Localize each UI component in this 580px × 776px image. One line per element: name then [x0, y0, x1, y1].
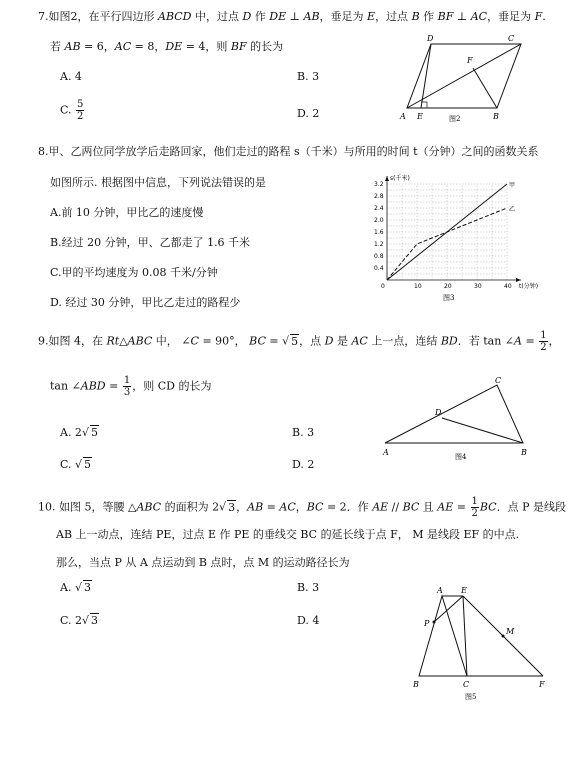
segment-bf	[473, 68, 497, 108]
series-label: 乙	[509, 206, 516, 213]
q10-figure	[405, 582, 555, 702]
q9-option-a[interactable]: A. 2√ 5	[60, 426, 98, 439]
x-axis-label: t(分钟)	[519, 283, 539, 290]
chart-axes	[385, 176, 521, 282]
y-tick-label: 2.8	[374, 193, 384, 200]
q8-option-c[interactable]: C.甲的平均速度为 0.08 千米/分钟	[50, 266, 218, 279]
x-axis-arrow	[516, 278, 521, 282]
q10-line-3: 那么，当点 P 从 A 点运动到 B 点时，点 M 的运动路径长为	[56, 556, 350, 569]
q9-stem: 9.如图 4，在 Rt△ABC 中， ∠C = 90°， BC = √ 5，点 D 是 AC 上一点，连结 BD．若 tan ∠A = $\frac{1}{2}$ ，	[38, 330, 560, 353]
y-axis-label: s(千米)	[390, 175, 410, 182]
y-tick-label: 3.2	[374, 181, 384, 188]
q10-option-c[interactable]: C. 2√ 3	[60, 614, 99, 627]
label-d: D	[435, 408, 442, 417]
q8-stem: 8.甲、乙两位同学放学后走路回家，他们走过的路程 s（千米）与所用的时间 t（分钟）之间的函数关系	[38, 145, 539, 158]
q10-stem: 10. 如图 5，等腰 △ABC 的面积为 2√ 3，AB = AC，BC = 2．作 AE // BC 且 AE = $\frac{1}{2}$ BC．点 P 是线段	[38, 496, 566, 519]
label-p: P	[424, 619, 430, 628]
triangle-abc	[419, 596, 467, 676]
q7-option-d[interactable]: D. 2	[297, 107, 320, 120]
label-c: C	[495, 376, 502, 385]
q9-option-c[interactable]: C. √ 5	[60, 458, 92, 471]
label-a: A	[437, 586, 443, 595]
q9-option-d[interactable]: D. 2	[292, 458, 315, 471]
q7-stem: 7.如图2，在平行四边形 ABCD 中，过点 D 作 DE ⊥ AB，垂足为 E，过点 B 作 BF ⊥ AC，垂足为 F.	[38, 10, 546, 23]
point-m	[502, 635, 505, 638]
q7-figure	[395, 30, 525, 130]
q8-option-a[interactable]: A.前 10 分钟，甲比乙的速度慢	[50, 206, 204, 219]
figure-caption: 图4	[455, 453, 467, 461]
q8-option-b[interactable]: B.经过 20 分钟，甲、乙都走了 1.6 千米	[50, 236, 251, 249]
q10-option-d[interactable]: D. 4	[297, 614, 320, 627]
label-f: F	[539, 680, 545, 689]
label-e: E	[417, 112, 423, 121]
diagonal-ac	[407, 44, 521, 108]
chart-caption: 图3	[443, 294, 455, 302]
q7-option-a[interactable]: A. 4	[60, 70, 82, 83]
figure-caption: 图2	[449, 115, 461, 123]
q9-figure	[375, 375, 535, 465]
label-b: B	[413, 680, 419, 689]
label-f: F	[467, 56, 473, 65]
triangle-abc	[385, 385, 523, 443]
y-tick-label: 2.0	[374, 217, 384, 224]
q10-option-a[interactable]: A. √ 3	[60, 581, 91, 594]
y-axis-arrow	[385, 176, 389, 181]
x-tick-label: 0	[381, 283, 385, 290]
q7-option-b[interactable]: B. 3	[297, 70, 320, 83]
q7-conditions: 若 AB = 6，AC = 8，DE = 4，则 BF 的长为	[50, 40, 284, 53]
q8-option-d[interactable]: D. 经过 30 分钟，甲比乙走过的路程少	[50, 296, 241, 309]
x-tick-label: 10	[414, 283, 422, 290]
y-tick-label: 1.6	[374, 229, 384, 236]
segment-bd	[442, 418, 523, 443]
x-tick-label: 20	[444, 283, 452, 290]
q9-condition: tan ∠ABD = $\frac{1}{3}$ ，则 CD 的长为	[50, 375, 212, 398]
q9-option-b[interactable]: B. 3	[292, 426, 315, 439]
y-tick-label: 2.4	[374, 205, 384, 212]
point-p	[433, 621, 436, 624]
label-e: E	[461, 586, 467, 595]
label-c: C	[463, 680, 470, 689]
q7-option-c[interactable]: C. $\frac{5}{2}$	[60, 99, 84, 122]
distance-time-chart	[365, 168, 550, 303]
figure-caption: 图5	[465, 693, 477, 701]
label-b: B	[493, 112, 499, 121]
q8-stem-2: 如图所示. 根据图中信息，下列说法错误的是	[50, 176, 266, 189]
x-tick-label: 30	[474, 283, 482, 290]
y-tick-label: 1.2	[374, 241, 384, 248]
q10-line-2: AB 上一动点，连结 PE，过点 E 作 PE 的垂线交 BC 的延长线于点 F， M 是线段 EF 的中点.	[56, 528, 520, 541]
label-d: D	[427, 34, 434, 43]
series-label: 甲	[509, 182, 516, 189]
label-b: B	[521, 448, 527, 457]
segment-de	[421, 44, 431, 108]
y-tick-label: 0.4	[374, 265, 384, 272]
label-a: A	[383, 448, 389, 457]
y-tick-label: 0.8	[374, 253, 384, 260]
q10-option-b[interactable]: B. 3	[297, 581, 320, 594]
label-c: C	[508, 34, 515, 43]
label-a: A	[400, 112, 406, 121]
x-tick-label: 40	[504, 283, 512, 290]
label-m: M	[506, 627, 515, 636]
